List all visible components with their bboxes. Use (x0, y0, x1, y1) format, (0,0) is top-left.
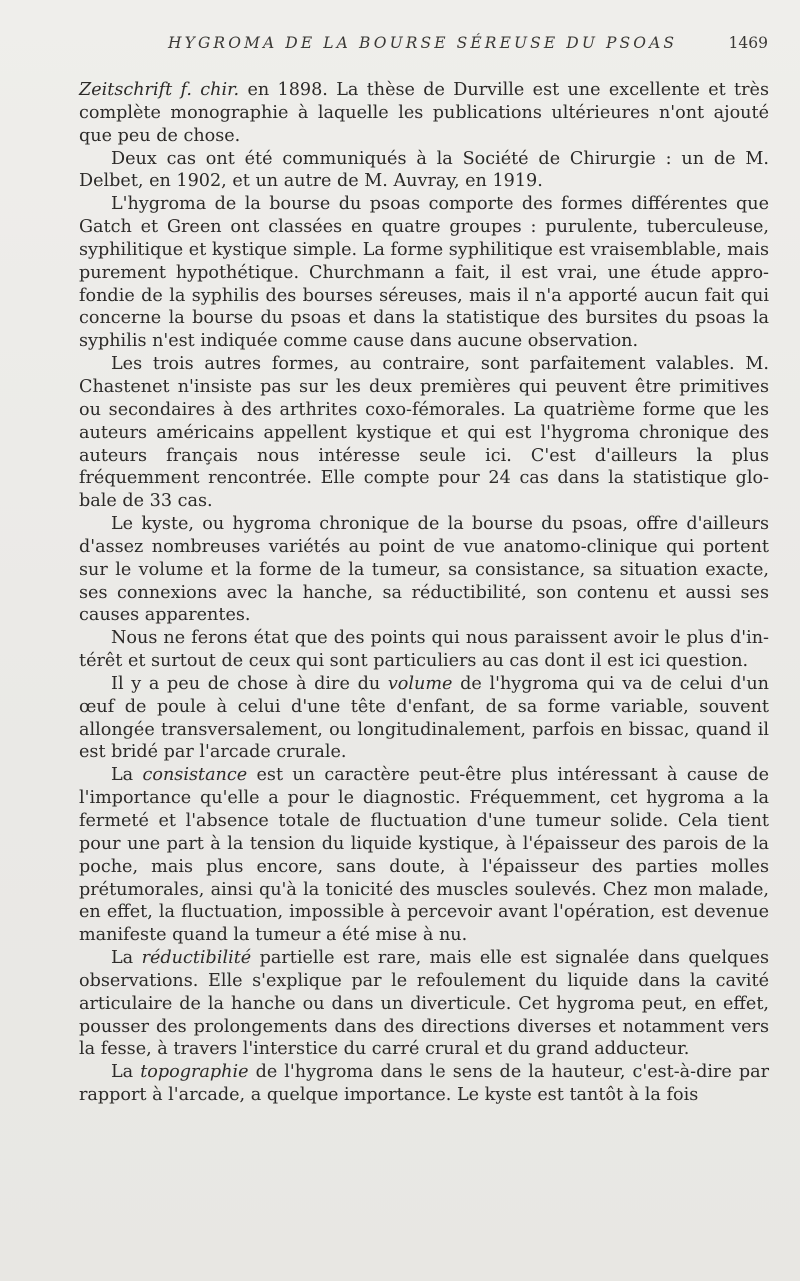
paragraph (79, 947, 769, 1061)
text-run-italic: réductibilité (141, 948, 252, 969)
paragraph (79, 79, 769, 148)
text-run: Les trois autres formes, au contraire, sont parfaitement valables. M. Chastenet n'insiste pas sur les deux premières qui peuvent être primitives ou secondaires à des arthrites coxo-fémorales. La quatrième forme que les auteurs américains appellent kystique et qui est l'hygroma chronique des auteurs français nous intéresse seule ici. C'est d'ailleurs la plus fréquemment rencontrée. Elle compte pour 24 cas dans la statistique globale de 33 cas. (79, 354, 769, 512)
text-run: Nous ne ferons état que des points qui nous paraissent avoir le plus d'intérêt et surtout de ceux qui sont particuliers au cas dont il est ici question. (79, 628, 769, 672)
paragraph (79, 1061, 769, 1107)
text-run: de l'hygroma dans le sens de la hauteur, c'est-à-dire par rapport à l'arcade, a quelque importance. Le kyste est tantôt à la fois (79, 1062, 769, 1106)
text-run: La (111, 948, 142, 969)
text-run: est un caractère peut-être plus intéressant à cause de l'importance qu'elle a pour le diagnostic. Fréquemment, cet hygroma a la fermeté et l'absence totale de fluctuation d'une tumeur solide. Cela tient pour une part à la tension du liquide kystique, à l'épaisseur des parois de la poche, mais plus encore, sans doute, à l'épaisseur des parties molles prétumorales, ainsi qu'à la tonicité des muscles soulevés. Chez mon malade, en effet, la fluctuation, impossible à percevoir avant l'opération, est devenue manifeste quand la tumeur a été mise à nu. (79, 765, 769, 946)
text-run: La (111, 765, 143, 786)
text-run-italic: topographie (140, 1062, 249, 1083)
page-number: 1469 (728, 34, 768, 52)
text-run: partielle est rare, mais elle est signalée dans quelques observations. Elle s'explique par le refoulement du liquide dans la cavité articulaire de la hanche ou dans un diverticule. Cet hygroma peut, en effet, pousser des prolongements dans des directions diverses et notamment vers la fesse, à travers l'interstice du carré crural et du grand adducteur. (79, 948, 770, 1060)
text-run: de l'hygroma qui va de celui d'un œuf de poule à celui d'une tête d'enfant, de sa forme variable, souvent allongée transversalement, ou longitudinalement, parfois en bissac, quand il est bridé par l'arcade crurale. (79, 673, 769, 763)
text-run-italic: volume (387, 673, 453, 694)
text-run: Zeitschrift f. chir. (79, 80, 240, 100)
text-run: L'hygroma de la bourse du psoas comporte des formes différentes que Gatch et Green ont classées en quatre groupes : purulente, tuberculeuse, syphilitique et kystique simple. La forme syphilitique est vraisemblable, mais purement hypothétique. Churchmann a fait, il est vrai, une étude approfondie de la syphilis des bourses séreuses, mais il n'a apporté aucun fait qui concerne la bourse du psoas et dans la statistique des bursites du psoas la syphilis n'est indiquée comme cause dans aucune observation. (79, 194, 769, 352)
text-run: Deux cas ont été communiqués à la Société de Chirurgie : un de M. Delbet, en 1902, et un autre de M. Auvray, en 1919. (79, 148, 769, 192)
text-run-italic: consistance (142, 765, 248, 786)
page-header (0, 34, 800, 58)
paragraph (79, 353, 769, 513)
text-run: en 1898. La thèse de Durville est une excellente et très complète monographie à laquelle les publications ultérieures n'ont ajouté que peu de chose. (79, 80, 769, 146)
text-run: Le kyste, ou hygroma chronique de la bourse du psoas, offre d'ailleurs d'assez nombreuses variétés au point de vue anatomo-clinique qui portent sur le volume et la forme de la tumeur, sa consistance, sa situation exacte, ses connexions avec la hanche, sa réductibilité, son contenu et aussi ses causes apparentes. (79, 514, 769, 626)
paragraph (79, 193, 769, 353)
paragraph (79, 513, 769, 627)
paragraph (79, 148, 769, 194)
text-run: La (111, 1062, 141, 1083)
paragraph (79, 764, 769, 947)
paragraph (79, 673, 769, 764)
text-run: Il y a peu de chose à dire du (111, 673, 388, 694)
paragraph (79, 627, 769, 673)
running-title: HYGROMA DE LA BOURSE SÉREUSE DU PSOAS (168, 34, 678, 52)
body-text (79, 79, 769, 1107)
